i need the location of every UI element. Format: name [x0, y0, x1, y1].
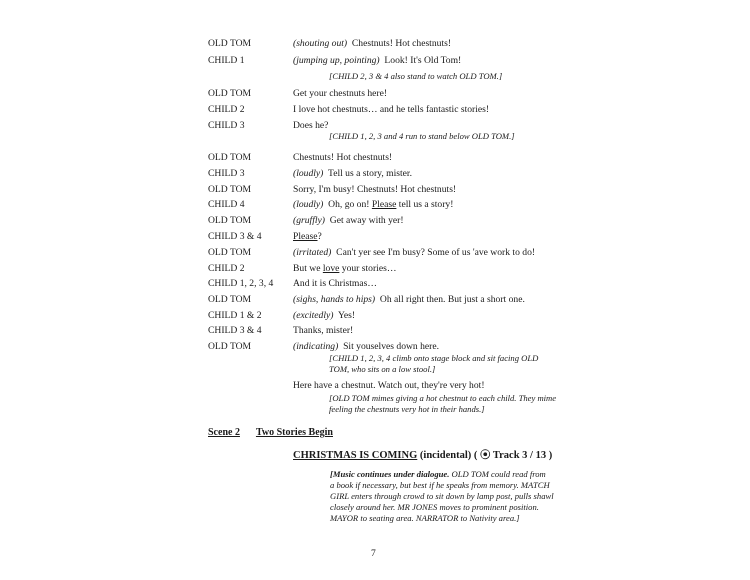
dialogue-line: (shouting out) Chestnuts! Hot chestnuts! — [293, 38, 452, 49]
dialogue-line: I love hot chestnuts… and he tells fantastic stories! — [293, 104, 490, 115]
speaker-name: CHILD 3 & 4 — [208, 231, 262, 242]
stage-direction-inline: (sighs, hands to hips) — [293, 294, 376, 305]
stage-direction: feeling the chestnuts very hot in their hands.] — [329, 404, 485, 414]
stage-direction-inline: (irritated) — [293, 247, 332, 258]
music-direction-bold: [Music continues under dialogue. — [330, 469, 450, 479]
speaker-name: CHILD 2 — [208, 263, 245, 274]
scene-number: Scene 2 — [208, 427, 240, 438]
emphasis-underline: Please — [371, 199, 397, 210]
stage-direction: TOM, who sits on a low stool.] — [329, 364, 436, 374]
dialogue-line: But we love your stories… — [293, 263, 397, 274]
stage-direction-inline: (shouting out) — [293, 38, 348, 49]
stage-direction-inline: (loudly) — [293, 199, 324, 210]
emphasis-underline: love — [322, 263, 340, 274]
speaker-name: OLD TOM — [208, 247, 252, 258]
stage-direction: [CHILD 1, 2, 3, 4 climb onto stage block and sit facing OLD — [329, 353, 539, 363]
music-direction — [330, 469, 554, 524]
dialogue-line: (loudly) Tell us a story, mister. — [293, 168, 412, 179]
speaker-name: OLD TOM — [208, 152, 252, 163]
dialogue-line: (excitedly) Yes! — [293, 310, 356, 321]
stage-direction: [CHILD 1, 2, 3 and 4 run to stand below OLD TOM.] — [329, 131, 515, 141]
stage-direction: [CHILD 2, 3 & 4 also stand to watch OLD TOM.] — [329, 71, 503, 81]
speaker-name: CHILD 1 & 2 — [208, 310, 262, 321]
song-track-note: (incidental) ( ⦿ Track 3 / 13 ) — [417, 450, 553, 461]
scene-heading — [208, 427, 349, 438]
dialogue-line: Get your chestnuts here! — [293, 88, 388, 99]
speaker-name: OLD TOM — [208, 38, 252, 49]
stage-direction-inline: (excitedly) — [293, 310, 334, 321]
speaker-name: OLD TOM — [208, 215, 252, 226]
stage-direction-inline: (indicating) — [293, 341, 339, 352]
dialogue-line: (sighs, hands to hips) Oh all right then. But just a short one. — [293, 294, 525, 305]
music-direction-line: MAYOR to seating area. NARRATOR to Nativity area.] — [330, 513, 520, 523]
scene-title: Two Stories Begin — [255, 427, 333, 438]
music-direction-line: GIRL enters through crowd to sit down by lamp post, pulls shawl — [330, 491, 554, 501]
stage-direction: [OLD TOM mimes giving a hot chestnut to each child. They mime — [329, 393, 557, 403]
music-direction-line: [Music continues under dialogue. OLD TOM could read from — [330, 469, 546, 479]
music-direction-line: a book if necessary, but best if he speaks from memory. MATCH — [330, 480, 550, 490]
dialogue-line: Does he? — [293, 120, 329, 131]
stage-direction-inline: (jumping up, pointing) — [293, 55, 380, 66]
dialogue-line: Thanks, mister! — [293, 325, 354, 336]
page-number: 7 — [371, 548, 376, 559]
song-title: CHRISTMAS IS COMING — [293, 450, 418, 461]
dialogue-line: (jumping up, pointing) Look! It's Old Tom! — [293, 55, 462, 66]
dialogue-line: Please? — [293, 231, 322, 242]
dialogue-line: (loudly) Oh, go on! Please tell us a story! — [293, 199, 454, 210]
speaker-name: OLD TOM — [208, 341, 252, 352]
dialogue-line: (gruffly) Get away with yer! — [293, 215, 404, 226]
speaker-name: CHILD 3 — [208, 120, 245, 131]
speaker-name: OLD TOM — [208, 184, 252, 195]
speaker-name: CHILD 3 & 4 — [208, 325, 262, 336]
stage-direction-inline: (loudly) — [293, 168, 324, 179]
emphasis-underline: Please — [293, 231, 318, 242]
dialogue-line: And it is Christmas… — [293, 278, 377, 289]
speaker-name: OLD TOM — [208, 294, 252, 305]
dialogue-line: Sorry, I'm busy! Chestnuts! Hot chestnuts! — [293, 184, 457, 195]
speaker-name: CHILD 1, 2, 3, 4 — [208, 278, 274, 289]
speaker-name: CHILD 3 — [208, 168, 245, 179]
music-direction-line: closely around her. MR JONES moves to prominent position. — [330, 502, 539, 512]
stage-direction-inline: (gruffly) — [293, 215, 325, 226]
dialogue-line: (irritated) Can't yer see I'm busy? Some of us 'ave work to do! — [293, 247, 536, 258]
dialogue-line: Chestnuts! Hot chestnuts! — [293, 152, 393, 163]
speaker-name: CHILD 2 — [208, 104, 245, 115]
speaker-name: CHILD 1 — [208, 55, 245, 66]
dialogue-line: (indicating) Sit youselves down here. — [293, 341, 440, 352]
song-heading — [293, 447, 552, 462]
speaker-name: OLD TOM — [208, 88, 252, 99]
speaker-name: CHILD 4 — [208, 199, 245, 210]
dialogue-line: Here have a chestnut. Watch out, they're very hot! — [293, 380, 485, 391]
